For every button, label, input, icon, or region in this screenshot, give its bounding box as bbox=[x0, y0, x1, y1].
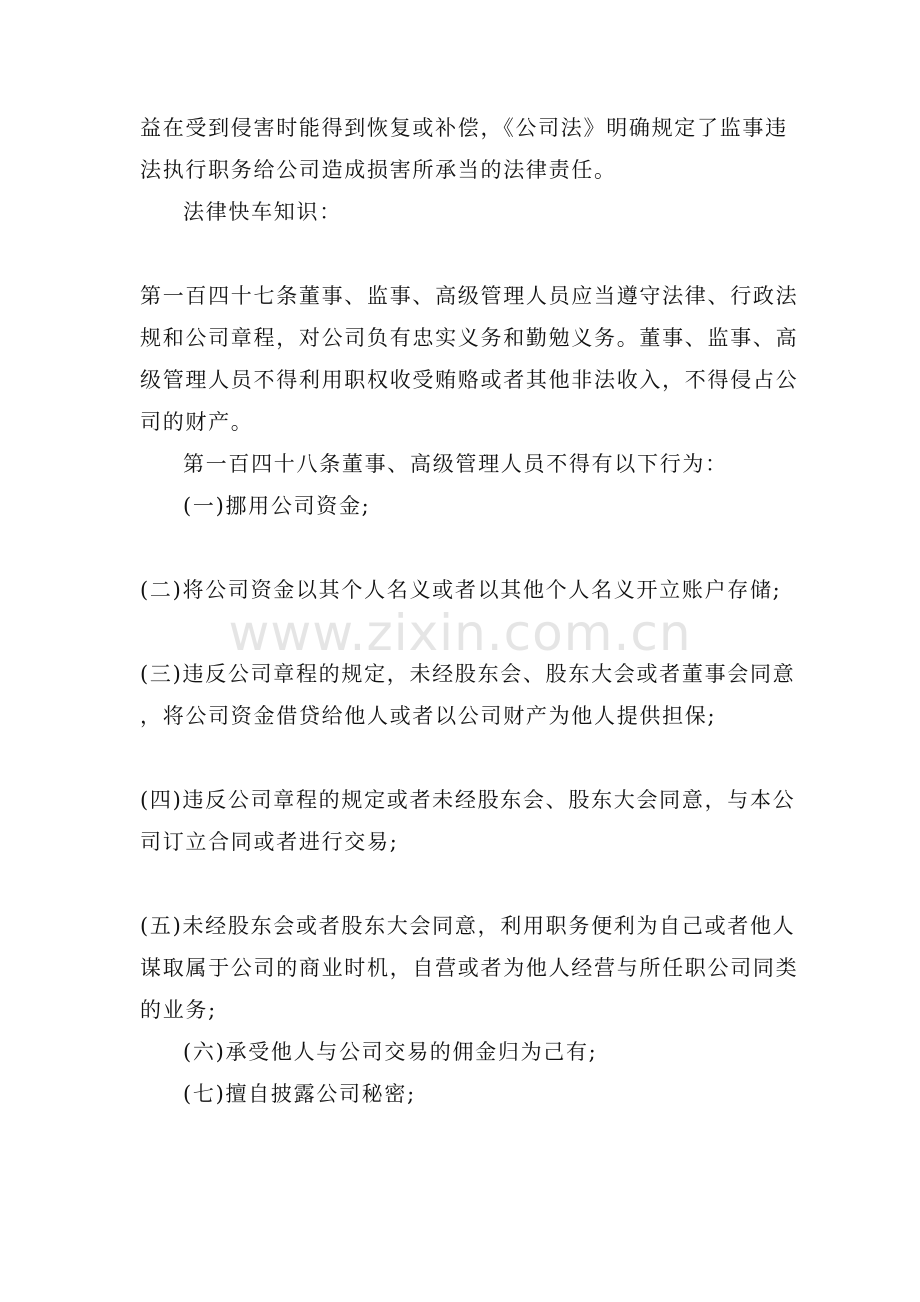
list-item: (六)承受他人与公司交易的佣金归为己有; bbox=[183, 1040, 598, 1064]
watermark: www.zixin.com.cn bbox=[228, 604, 692, 662]
list-item: (四)违反公司章程的规定或者未经股东会、股东大会同意，与本公 bbox=[140, 788, 796, 812]
text-line: 司的财产。 bbox=[140, 410, 254, 434]
list-item: (五)未经股东会或者股东大会同意，利用职务便利为自己或者他人 bbox=[140, 914, 796, 938]
text-line: ，将公司资金借贷给他人或者以公司财产为他人提供担保; bbox=[140, 704, 717, 728]
list-item: (七)擅自披露公司秘密; bbox=[183, 1082, 416, 1106]
text-line: 的业务; bbox=[140, 998, 217, 1022]
text-line: 法执行职务给公司造成损害所承当的法律责任。 bbox=[140, 158, 617, 182]
text-line: 益在受到侵害时能得到恢复或补偿，《公司法》明确规定了监事违 bbox=[140, 116, 788, 140]
text-line: 级管理人员不得利用职权收受贿赂或者其他非法收入，不得侵占公 bbox=[140, 368, 799, 392]
text-line: 第一百四十八条董事、高级管理人员不得有以下行为： bbox=[183, 452, 728, 476]
list-item: (二)将公司资金以其个人名义或者以其他个人名义开立账户存储; bbox=[140, 578, 782, 602]
section-heading: 法律快车知识： bbox=[183, 200, 342, 224]
text-line: 规和公司章程，对公司负有忠实义务和勤勉义务。董事、监事、高 bbox=[140, 326, 799, 350]
text-line: 第一百四十七条董事、监事、高级管理人员应当遵守法律、行政法 bbox=[140, 284, 799, 308]
text-line: 谋取属于公司的商业时机，自营或者为他人经营与所任职公司同类 bbox=[140, 956, 799, 980]
list-item: (一)挪用公司资金; bbox=[183, 494, 371, 518]
text-line: 司订立合同或者进行交易; bbox=[140, 830, 399, 854]
list-item: (三)违反公司章程的规定，未经股东会、股东大会或者董事会同意 bbox=[140, 662, 796, 686]
